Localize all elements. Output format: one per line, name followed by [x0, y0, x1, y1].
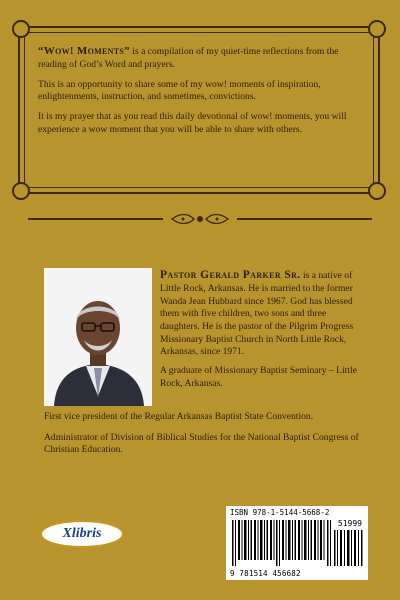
- author-bio: [160, 268, 368, 396]
- divider-line-right: [237, 218, 372, 220]
- author-name: Pastor Gerald Parker Sr.: [160, 269, 301, 281]
- blurb-text: [38, 44, 362, 144]
- publisher-logo: [40, 520, 124, 548]
- author-bio-text: is a native of Little Rock, Arkansas. He is married to the former Wanda Jean Hubbard since 1967. God has blessed them with five children, two sons and three daughters. He is the pastor of the Pilgrim Progress Missionary Baptist Church in North Little Rock, Arkansas, since 1971.: [160, 270, 354, 358]
- frame-corner-ornament: [12, 20, 30, 38]
- book-title: “Wow! Moments”: [38, 45, 130, 57]
- author-bio-paragraph-1: [160, 268, 368, 359]
- ornamental-divider: [28, 212, 372, 226]
- author-role-convention: First vice president of the Regular Arkansas Baptist State Convention.: [44, 411, 314, 422]
- frame-corner-ornament: [368, 20, 386, 38]
- barcode-bars-icon: [232, 520, 332, 566]
- barcode: [226, 506, 368, 580]
- author-bio-continued: [44, 411, 368, 465]
- blurb-paragraph-1: [38, 44, 362, 72]
- frame-corner-ornament: [12, 182, 30, 200]
- blurb-frame: [18, 26, 380, 194]
- author-photo: [44, 268, 152, 406]
- blurb-paragraph-3: It is my prayer that as you read this daily devotional of wow! moments, you will experience a wow moment that you will be able to share with others.: [38, 111, 347, 135]
- publisher-logo-text: Xlibris: [62, 526, 102, 541]
- price-code: 51999: [337, 519, 362, 528]
- flourish-icon: [168, 212, 232, 226]
- author-role-administrator: Administrator of Division of Biblical Studies for the National Baptist Congress of Christian Education.: [44, 431, 359, 456]
- frame-corner-ornament: [368, 182, 386, 200]
- barcode-number: 9 781514 456682: [230, 569, 301, 578]
- author-education: A graduate of Missionary Baptist Seminary – Little Rock, Arkansas.: [160, 365, 357, 389]
- divider-line-left: [28, 218, 163, 220]
- blurb-paragraph-1-text: is a compilation of my quiet-time reflections from the reading of God’s Word and prayers.: [38, 46, 339, 70]
- price-barcode-bars-icon: [334, 530, 364, 566]
- isbn-label: ISBN 978-1-5144-5668-2: [230, 508, 330, 517]
- blurb-paragraph-2: This is an opportunity to share some of my wow! moments of inspiration, enlightenments, instruction, and sometimes, convictions.: [38, 78, 321, 103]
